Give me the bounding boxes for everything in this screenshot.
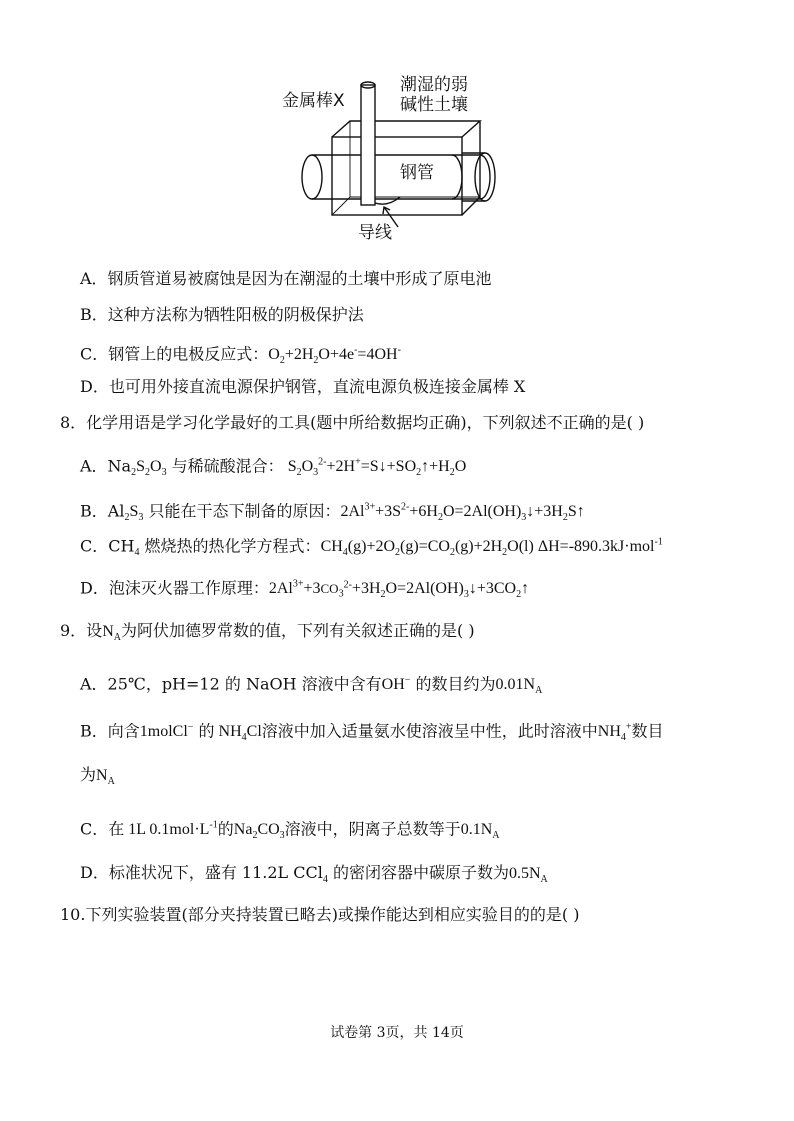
q10-stem: 10.下列实验装置(部分夹持装置已略去)或操作能达到相应实验目的的是( ) <box>60 905 580 924</box>
soil-label-line2: 碱性土壤 <box>400 95 468 115</box>
q9-stem: 9．设$N_A$为阿伏加德罗常数的值，下列有关叙述正确的是( ) <box>60 621 475 644</box>
q8-option-b: B．$Al_2S_3$ 只能在干态下制备的原因：$2Al^{3+}+3S^{2-}+6H_2O=2Al(OH)_3↓+3H_2S↑$ <box>80 501 585 524</box>
q9-option-d: D．标准状况下，盛有 11.2L CCl$_4$ 的密闭容器中碳原子数为$0.5N_A$ <box>80 863 548 886</box>
electrochemical-protection-figure <box>270 75 510 247</box>
q8-option-a: A．$Na_2S_2O_3$ 与稀硫酸混合： $S_2O_3^{2-}+2H^+=S↓+SO_2↑+H_2O$ <box>80 456 467 479</box>
q8-option-c: C．$CH_4$ 燃烧热的热化学方程式：$CH_4(g)+2O_2(g)=CO_2(g)+2H_2O(l)$ ΔH=-890.3kJ·mol$^{-1}$ <box>80 536 663 559</box>
q7-option-c: C．钢管上的电极反应式：$O_2+2H_2O+4e^-=4OH^-$ <box>80 344 401 367</box>
page-footer: 试卷第 3页，共 14页 <box>330 1025 464 1041</box>
q9-option-c: C．在 1L $0.1mol\cdot L^{-1}$的$Na_2CO_3$溶液中，阴离子总数等于$0.1N_A$ <box>80 819 500 842</box>
q9-option-a: A．25℃，pH=12 的 NaOH 溶液中含有OH− 的数目约为$0.01N_A$ <box>80 674 543 697</box>
q9-option-b: B．向含1molCl− 的 $NH_4Cl$溶液中加入适量氨水使溶液呈中性，此时溶液中$NH_4^+$数目 <box>80 721 664 744</box>
pipe-label: 钢管 <box>400 163 434 183</box>
q8-stem: 8．化学用语是学习化学最好的工具(题中所给数据均正确)，下列叙述不正确的是( ) <box>60 413 645 432</box>
wire-label: 导线 <box>358 223 392 243</box>
soil-label-line1: 潮湿的弱 <box>400 75 468 95</box>
q7-option-b: B．这种方法称为牺牲阳极的阴极保护法 <box>80 305 364 324</box>
q9-option-b-line2: 为$N_A$ <box>80 765 115 788</box>
q7-option-d: D．也可用外接直流电源保护钢管，直流电源负极连接金属棒 X <box>80 377 526 396</box>
rod-label: 金属棒X <box>282 91 345 111</box>
q7-option-a: A．钢质管道易被腐蚀是因为在潮湿的土壤中形成了原电池 <box>80 269 492 288</box>
q8-option-d: D．泡沫灭火器工作原理：$2Al^{3+}+3CO_3^{2-}+3H_2O=2Al(OH)_3↓+3CO_2↑$ <box>80 578 530 601</box>
